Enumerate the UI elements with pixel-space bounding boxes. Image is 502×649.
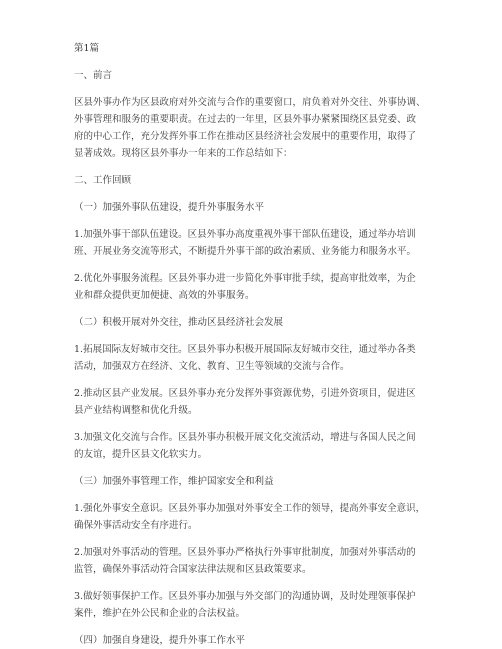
text-line: 县产业结构调整和优化升级。 — [74, 405, 198, 416]
text-line: 3.做好领事保护工作。区县外事办加强与外交部门的沟通协调，及时处理领事保护 — [74, 591, 416, 602]
text-line: 2.推动区县产业发展。区县外事办充分发挥外事资源优势，引进外资项目，促进区 — [74, 388, 416, 399]
section-2-item-2 — [74, 385, 434, 419]
section-1-item-2 — [74, 270, 434, 304]
chapter-title: 第1篇 — [74, 43, 100, 54]
section-4-heading: （四）加强自身建设，提升外事工作水平 — [74, 635, 246, 646]
preface-paragraph — [74, 94, 434, 162]
section-2-item-1 — [74, 341, 434, 375]
section-1-item-1 — [74, 226, 434, 260]
text-line: 外事管理和服务的重要职责。在过去的一年里，区县外事办紧紧围绕区县党委、政 — [74, 114, 417, 125]
text-line: 确保外事活动安全有序进行。 — [74, 520, 198, 531]
section-1-heading: （一）加强外事队伍建设，提升外事服务水平 — [74, 202, 265, 213]
section-3-item-2 — [74, 544, 434, 578]
section-2-item-3 — [74, 429, 434, 463]
text-line: 班、开展业务交流等形式，不断提升外事干部的政治素质、业务能力和服务水平。 — [74, 246, 417, 257]
text-line: 监管，确保外事活动符合国家法律法规和区县政策要求。 — [74, 564, 312, 575]
document-page — [74, 40, 434, 649]
text-line: 的友谊，提升区县文化软实力。 — [74, 449, 208, 460]
text-line: 1.拓展国际友好城市交往。区县外事办积极开展国际友好城市交往，通过举办各类 — [74, 344, 416, 355]
text-line: 活动，加强双方在经济、文化、教育、卫生等领域的交流与合作。 — [74, 361, 350, 372]
text-line: 3.加强文化交流与合作。区县外事办积极开展文化交流活动，增进与各国人民之间 — [74, 432, 416, 443]
section-3-heading: （三）加强外事管理工作，维护国家安全和利益 — [74, 476, 274, 487]
section-3-item-3 — [74, 588, 434, 622]
review-heading: 二、工作回顾 — [74, 175, 132, 186]
section-3-item-1 — [74, 500, 434, 534]
text-line: 案件，维护在外公民和企业的合法权益。 — [74, 608, 246, 619]
text-line: 府的中心工作，充分发挥外事工作在推动区县经济社会发展中的重要作用，取得了 — [74, 131, 417, 142]
section-2-heading: （二）积极开展对外交往，推动区县经济社会发展 — [74, 317, 284, 328]
text-line: 区县外事办作为区县政府对外交流与合作的重要窗口，肩负着对外交往、外事协调、 — [74, 97, 426, 108]
text-line: 业和群众提供更加便捷、高效的外事服务。 — [74, 290, 255, 301]
text-line: 2.加强对外事活动的管理。区县外事办严格执行外事审批制度，加强对外事活动的 — [74, 547, 416, 558]
text-line: 2.优化外事服务流程。区县外事办进一步简化外事审批手续，提高审批效率，为企 — [74, 273, 416, 284]
text-line: 1.强化外事安全意识。区县外事办加强对外事安全工作的领导，提高外事安全意识， — [74, 503, 426, 514]
text-line: 显著成效。现将区县外事办一年来的工作总结如下： — [74, 148, 293, 159]
preface-heading: 一、前言 — [74, 70, 113, 81]
text-line: 1.加强外事干部队伍建设。区县外事办高度重视外事干部队伍建设，通过举办培训 — [74, 229, 416, 240]
